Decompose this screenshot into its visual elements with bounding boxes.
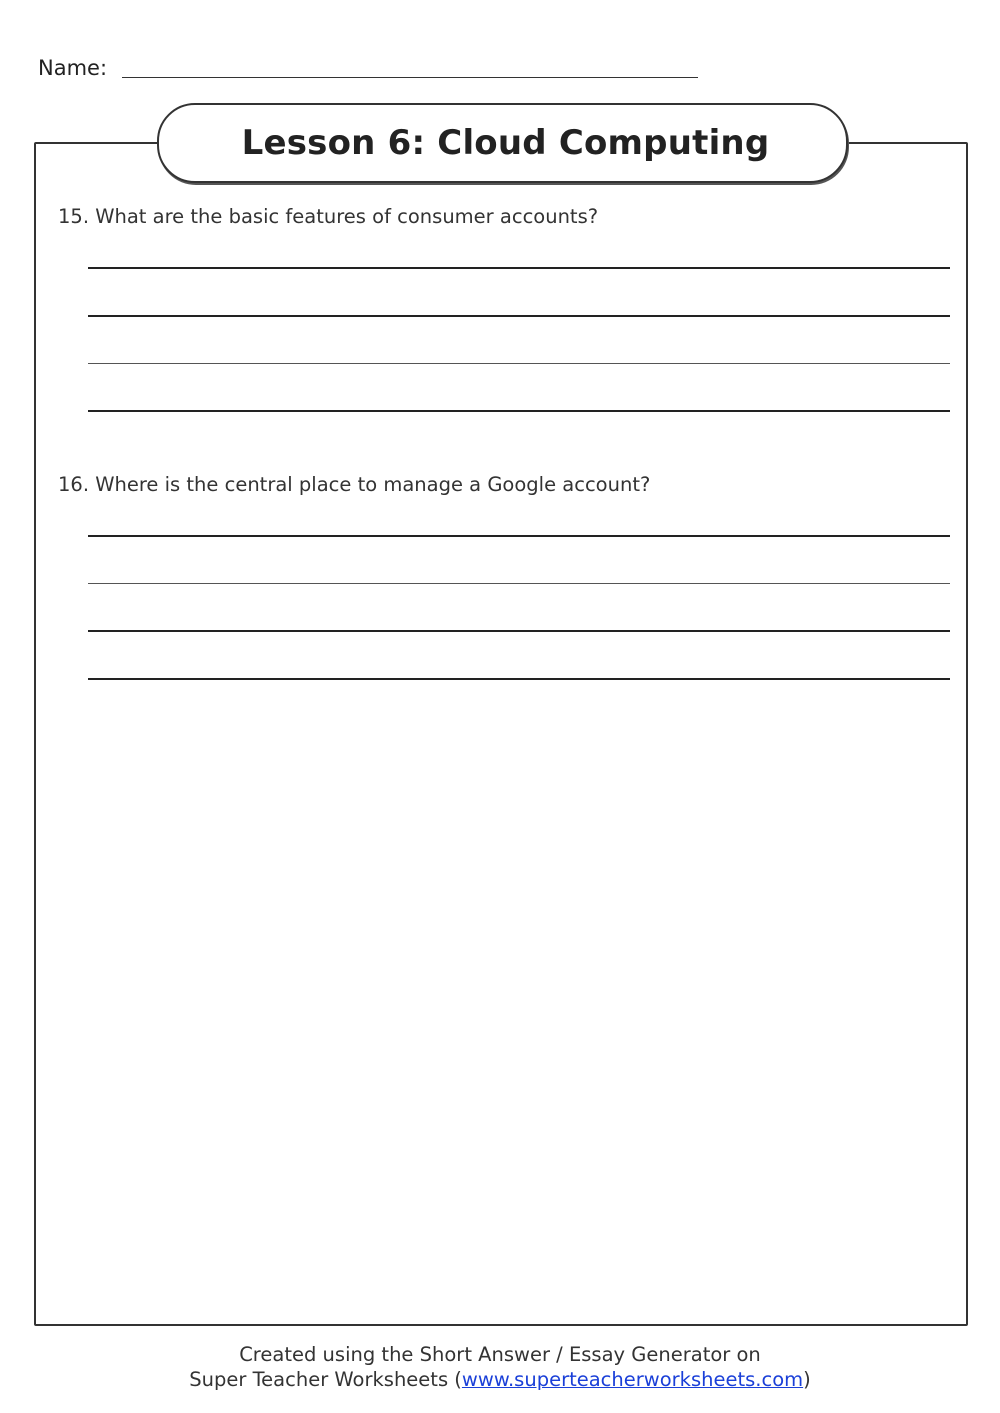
answer-line[interactable]: [88, 583, 950, 584]
answer-line[interactable]: [88, 315, 950, 317]
answer-line[interactable]: [88, 410, 950, 412]
footer-link[interactable]: www.superteacherworksheets.com: [461, 1368, 804, 1391]
answer-line[interactable]: [88, 363, 950, 364]
title-banner: [157, 103, 848, 183]
footer-suffix: ): [803, 1368, 811, 1391]
worksheet-frame: [34, 142, 968, 1326]
footer-prefix: Super Teacher Worksheets (: [189, 1368, 462, 1391]
name-input-line[interactable]: [122, 77, 698, 78]
footer-line-2: [0, 1368, 1000, 1391]
footer-line-1: Created using the Short Answer / Essay Generator on: [239, 1343, 761, 1366]
name-row: [38, 52, 708, 82]
answer-line[interactable]: [88, 267, 950, 269]
answer-line[interactable]: [88, 630, 950, 632]
question-15: 15. What are the basic features of consumer accounts?: [58, 205, 599, 228]
name-label: Name:: [38, 56, 108, 80]
question-16: 16. Where is the central place to manage a Google account?: [58, 473, 651, 496]
answer-line[interactable]: [88, 535, 950, 537]
page-title: Lesson 6: Cloud Computing: [241, 123, 770, 163]
answer-line[interactable]: [88, 678, 950, 680]
